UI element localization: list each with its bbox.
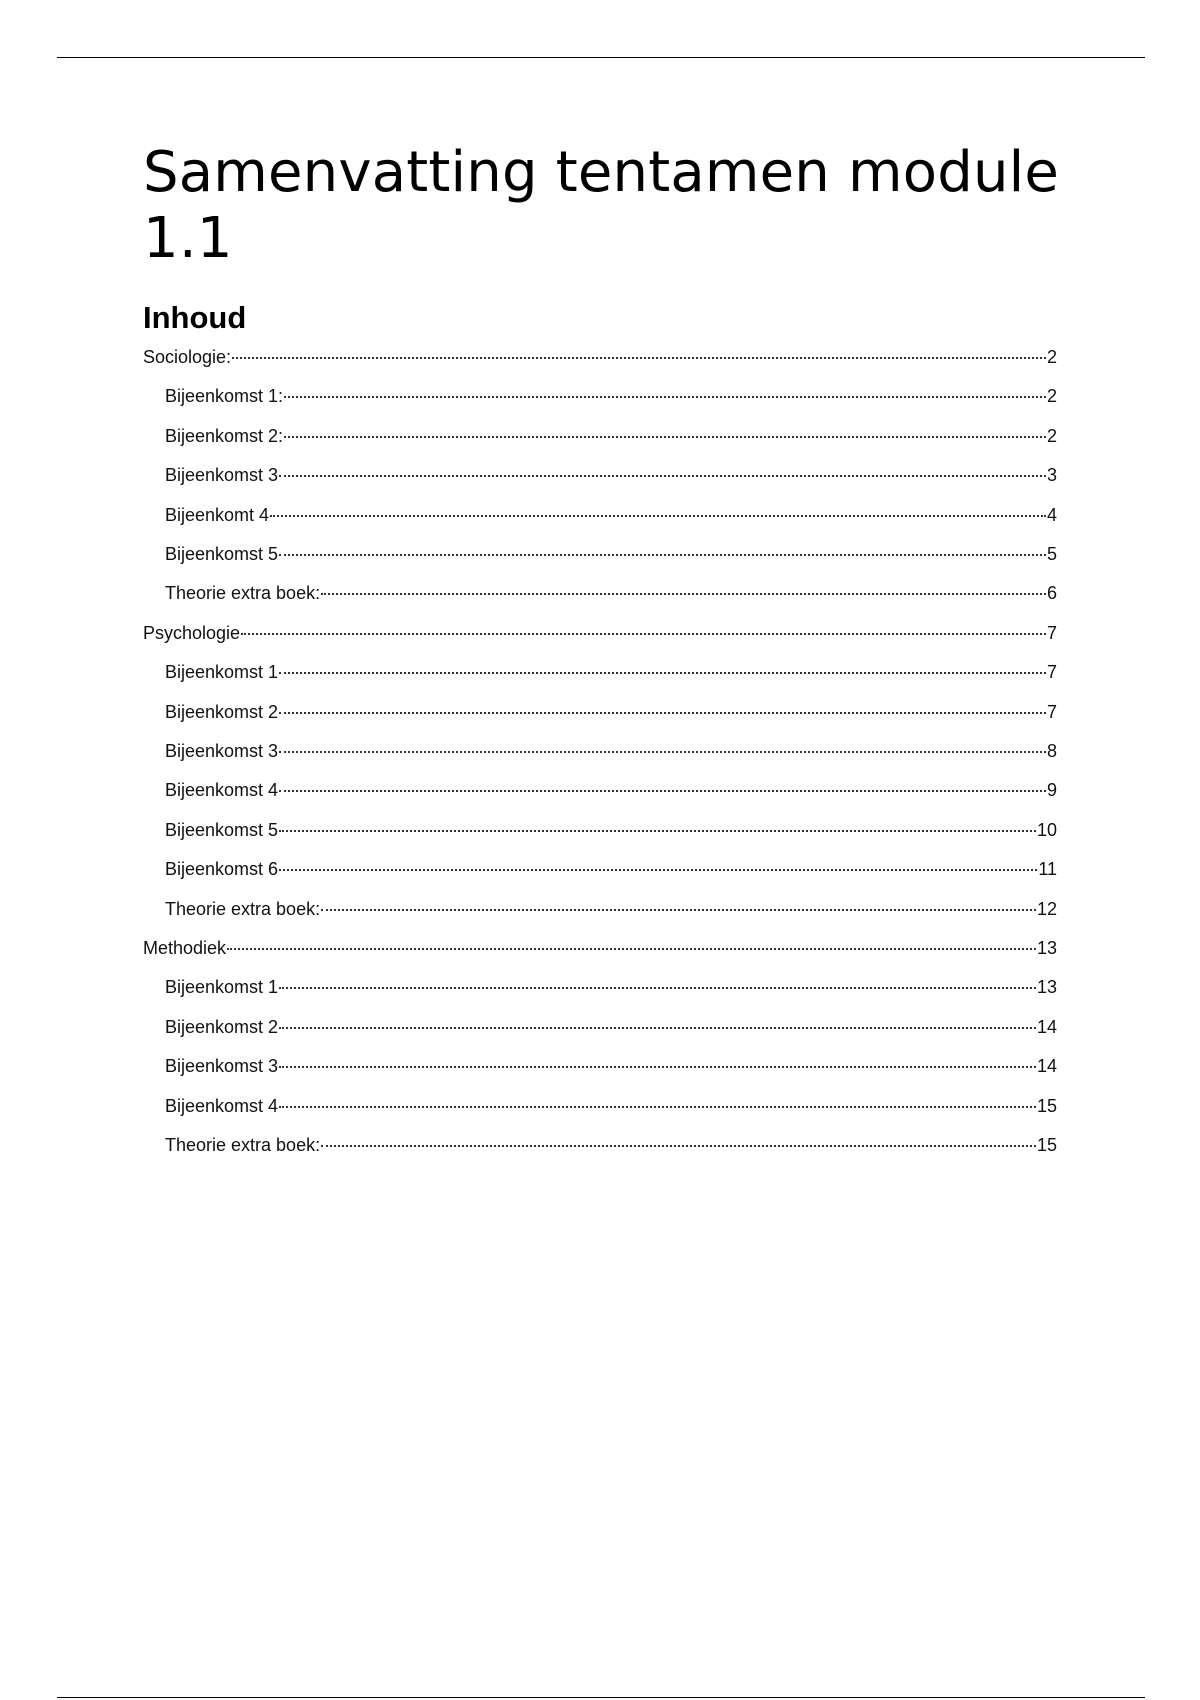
toc-entry-label: Sociologie: (143, 347, 232, 367)
toc-dot-leader (227, 948, 1036, 950)
toc-page-number: 7 (1046, 701, 1057, 722)
toc-entry[interactable] (165, 859, 1057, 887)
toc-entry[interactable] (165, 505, 1057, 533)
toc-entry[interactable] (143, 938, 1057, 966)
toc-page-number: 5 (1046, 544, 1057, 564)
toc-entry[interactable] (165, 1135, 1057, 1163)
toc-page-number: 14 (1036, 1056, 1057, 1077)
toc-entry[interactable] (165, 583, 1057, 611)
toc-entry-label: Bijeenkomt 4 (165, 504, 270, 525)
toc-page-number: 14 (1036, 1016, 1057, 1037)
toc-dot-leader (279, 712, 1046, 714)
toc-page-number: 2 (1046, 347, 1057, 367)
toc-entry-label: Methodiek (143, 938, 227, 958)
toc-entry[interactable] (165, 465, 1057, 493)
toc-page-number: 10 (1036, 819, 1057, 840)
toc-entry-label: Bijeenkomst 1: (165, 386, 284, 407)
toc-dot-leader (279, 1066, 1036, 1068)
toc-entry-label: Bijeenkomst 5 (165, 544, 279, 564)
toc-page-number: 12 (1036, 898, 1057, 919)
toc-dot-leader (321, 1145, 1036, 1147)
toc-entry-label: Bijeenkomst 1 (165, 662, 279, 683)
toc-dot-leader (279, 475, 1046, 477)
toc-dot-leader (241, 633, 1046, 635)
toc-page-number: 15 (1036, 1135, 1057, 1155)
toc-entry[interactable] (165, 662, 1057, 690)
toc-entry-label: Bijeenkomst 3 (165, 741, 279, 761)
toc-heading: Inhoud (143, 300, 247, 335)
toc-entry[interactable] (165, 1017, 1057, 1045)
toc-dot-leader (279, 1106, 1036, 1108)
toc-entry-label: Bijeenkomst 5 (165, 819, 279, 840)
toc-entry-label: Psychologie (143, 622, 241, 643)
toc-entry-label: Theorie extra boek: (165, 1135, 321, 1155)
toc-page-number: 8 (1046, 741, 1057, 761)
toc-entry[interactable] (165, 899, 1057, 927)
toc-entry-label: Bijeenkomst 2 (165, 1016, 279, 1037)
toc-page-number: 15 (1036, 1095, 1057, 1116)
toc-entry-label: Theorie extra boek: (165, 898, 321, 919)
toc-dot-leader (279, 1027, 1036, 1029)
toc-dot-leader (279, 790, 1046, 792)
toc-entry[interactable] (165, 1056, 1057, 1084)
toc-page-number: 6 (1046, 583, 1057, 604)
toc-entry[interactable] (143, 623, 1057, 651)
toc-dot-leader (279, 672, 1046, 674)
toc-dot-leader (279, 751, 1046, 753)
toc-dot-leader (284, 396, 1046, 398)
toc-entry[interactable] (165, 544, 1057, 572)
toc-page-number: 11 (1038, 859, 1057, 880)
toc-entry[interactable] (165, 702, 1057, 730)
toc-dot-leader (279, 830, 1036, 832)
toc-entry-label: Bijeenkomst 6 (165, 859, 279, 880)
toc-entry[interactable] (165, 386, 1057, 414)
toc-entry[interactable] (165, 741, 1057, 769)
toc-page-number: 2 (1046, 386, 1057, 407)
toc-page-number: 2 (1046, 425, 1057, 446)
toc-entry-label: Bijeenkomst 4 (165, 1095, 279, 1116)
toc-entry-label: Bijeenkomst 2: (165, 425, 284, 446)
toc-dot-leader (279, 554, 1046, 556)
toc-entry-label: Theorie extra boek: (165, 583, 321, 604)
toc-entry-label: Bijeenkomst 3 (165, 465, 279, 486)
toc-entry[interactable] (143, 347, 1057, 375)
toc-dot-leader (321, 909, 1036, 911)
toc-entry-label: Bijeenkomst 2 (165, 701, 279, 722)
toc-page-number: 9 (1046, 780, 1057, 801)
toc-page-number: 3 (1046, 465, 1057, 486)
toc-dot-leader (321, 593, 1046, 595)
footer-rule (57, 1697, 1145, 1698)
toc-entry[interactable] (165, 820, 1057, 848)
toc-page-number: 7 (1046, 622, 1057, 643)
toc-entry-label: Bijeenkomst 1 (165, 977, 279, 998)
toc-page-number: 7 (1046, 662, 1057, 683)
toc-page-number: 13 (1036, 938, 1057, 958)
toc-dot-leader (279, 987, 1036, 989)
toc-entry[interactable] (165, 780, 1057, 808)
toc-dot-leader (284, 436, 1046, 438)
toc-entry-label: Bijeenkomst 4 (165, 780, 279, 801)
toc-page-number: 4 (1046, 504, 1057, 525)
toc-dot-leader (279, 869, 1037, 871)
toc-entry[interactable] (165, 1096, 1057, 1124)
toc-dot-leader (270, 515, 1046, 517)
toc-entry-label: Bijeenkomst 3 (165, 1056, 279, 1077)
toc-entry[interactable] (165, 426, 1057, 454)
document-title: Samenvatting tentamen module 1.1 (143, 140, 1060, 271)
toc-dot-leader (232, 357, 1046, 359)
toc-page-number: 13 (1036, 977, 1057, 998)
toc-entry[interactable] (165, 977, 1057, 1005)
header-rule (57, 57, 1145, 58)
